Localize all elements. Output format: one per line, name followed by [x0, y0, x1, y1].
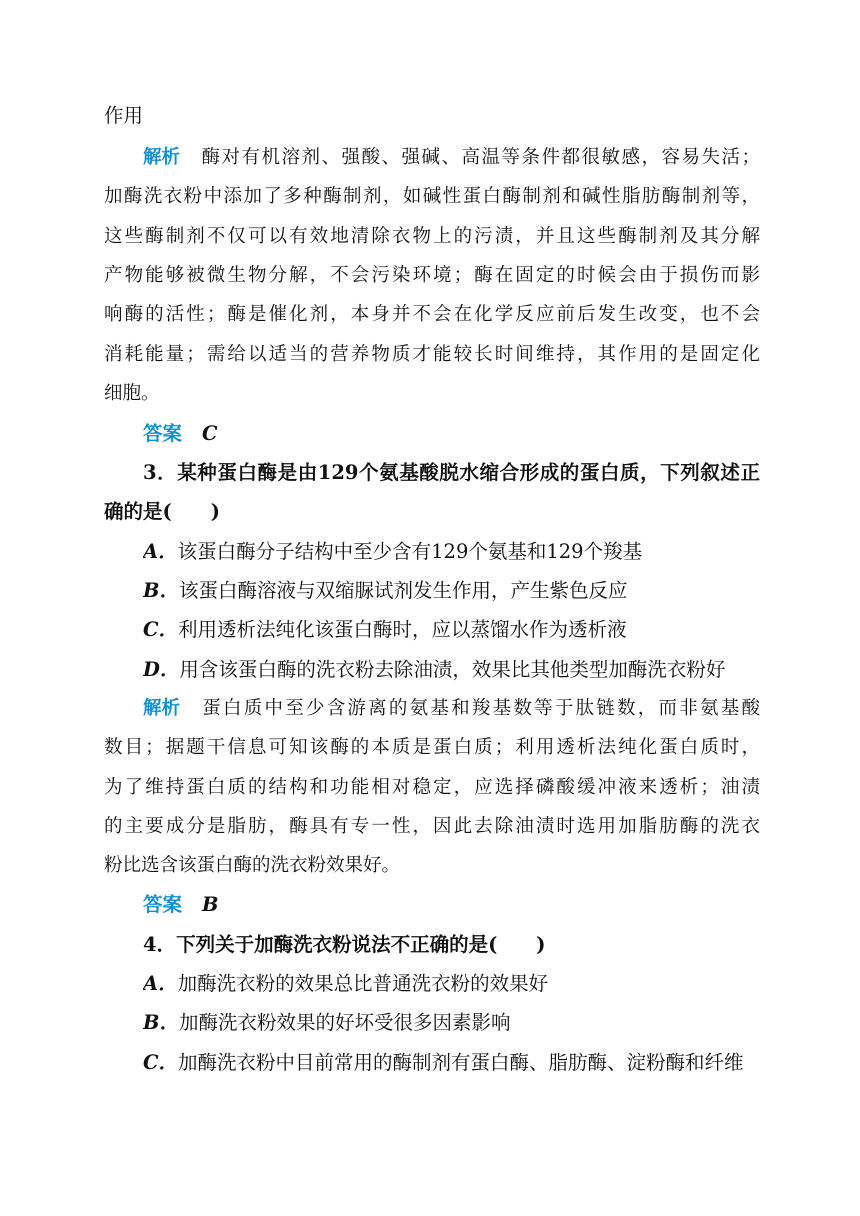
analysis-3-line	[104, 735, 760, 761]
analysis-1-line	[104, 263, 760, 289]
analysis-text: 这些酶制剂不仅可以有效地清除衣物上的污渍，并且这些酶制剂及其分解	[104, 226, 760, 247]
continuation-text: 作用	[104, 104, 144, 127]
text-line	[104, 103, 760, 129]
answer-label: 答案	[143, 893, 183, 916]
analysis-text: 蛋白质中至少含游离的氨基和羧基数等于肽链数，而非氨基酸	[200, 698, 760, 719]
answer-label: 答案	[143, 422, 183, 445]
option-text: 该蛋白酶溶液与双缩脲试剂发生作用，产生紫色反应	[178, 579, 628, 602]
option-letter: D．	[143, 658, 180, 681]
question-text: 下列关于加酶洗衣粉说法不正确的是( )	[176, 933, 546, 956]
option-text: 加酶洗衣粉的效果总比普通洗衣粉的效果好	[177, 972, 549, 995]
option-c	[143, 617, 760, 643]
option-c	[143, 1050, 760, 1076]
analysis-text: 消耗能量；需给以适当的营养物质才能较长时间维持，其作用的是固定化	[104, 344, 760, 365]
option-letter: A．	[143, 972, 178, 995]
analysis-text: 细胞。	[104, 383, 160, 404]
option-text: 用含该蛋白酶的洗衣粉去除油渍，效果比其他类型加酶洗衣粉好	[179, 658, 726, 681]
option-d	[143, 657, 760, 683]
answer-value: C	[202, 422, 218, 445]
option-letter: A．	[143, 540, 178, 563]
analysis-label: 解析	[143, 147, 181, 168]
analysis-1-line	[104, 224, 760, 250]
analysis-3-line	[104, 853, 760, 879]
question-text: 确的是( )	[104, 500, 220, 523]
analysis-label: 解析	[143, 698, 181, 719]
option-text: 该蛋白酶分子结构中至少含有129个氨基和129个羧基	[177, 540, 643, 563]
analysis-text: 的主要成分是脂肪，酶具有专一性，因此去除油渍时选用加脂肪酶的洗衣	[104, 816, 760, 837]
option-a	[143, 971, 760, 997]
analysis-text: 为了维持蛋白质的结构和功能相对稳定，应选择磷酸缓冲液来透析；油渍	[104, 777, 760, 798]
question-text: 某种蛋白酶是由129个氨基酸脱水缩合形成的蛋白质，下列叙述正	[177, 461, 760, 484]
answer-1-line	[143, 421, 760, 447]
analysis-text: 产物能够被微生物分解，不会污染环境；酶在固定的时候会由于损伤而影	[104, 265, 760, 286]
option-letter: C．	[143, 618, 179, 641]
analysis-text: 加酶洗衣粉中添加了多种酶制剂，如碱性蛋白酶制剂和碱性脂肪酶制剂等，	[104, 186, 760, 207]
option-a	[143, 539, 760, 565]
option-b	[143, 1010, 760, 1036]
analysis-text: 响酶的活性；酶是催化剂，本身并不会在化学反应前后发生改变，也不会	[104, 304, 760, 325]
answer-value: B	[202, 893, 219, 916]
question-4-stem	[143, 932, 760, 958]
analysis-text: 酶对有机溶剂、强酸、强碱、高温等条件都很敏感，容易失活；	[200, 147, 760, 168]
option-letter: C．	[143, 1051, 179, 1074]
option-letter: B．	[143, 579, 179, 602]
analysis-1-line	[104, 302, 760, 328]
option-text: 利用透析法纯化该蛋白酶时，应以蒸馏水作为透析液	[178, 618, 627, 641]
analysis-3-line	[104, 814, 760, 840]
question-number: 3．	[143, 461, 178, 484]
analysis-3-first-line	[143, 696, 760, 722]
analysis-1-line	[104, 342, 760, 368]
option-b	[143, 578, 760, 604]
option-text: 加酶洗衣粉中目前常用的酶制剂有蛋白酶、脂肪酶、淀粉酶和纤维	[178, 1051, 744, 1074]
analysis-3-line	[104, 775, 760, 801]
option-letter: B．	[143, 1011, 179, 1034]
answer-3-line	[143, 892, 760, 918]
question-3-stem	[143, 460, 760, 486]
analysis-1-line	[104, 381, 760, 407]
analysis-1-line	[104, 184, 760, 210]
question-number: 4．	[143, 933, 177, 956]
analysis-1-first-line	[143, 145, 760, 171]
question-3-stem-cont	[104, 499, 760, 525]
analysis-text: 数目；据题干信息可知该酶的本质是蛋白质；利用透析法纯化蛋白质时，	[104, 737, 760, 758]
analysis-text: 粉比选含该蛋白酶的洗衣粉效果好。	[104, 855, 401, 876]
option-text: 加酶洗衣粉效果的好坏受很多因素影响	[178, 1011, 511, 1034]
